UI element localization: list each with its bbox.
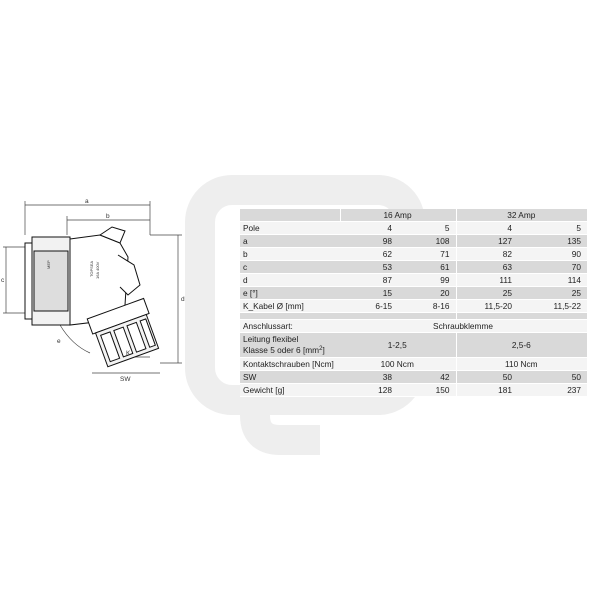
cell: 61 [398, 261, 456, 274]
header-16amp: 16 Amp [340, 209, 456, 222]
header-blank [240, 209, 340, 222]
cell: 128 [340, 384, 398, 397]
cell: 181 [456, 384, 518, 397]
cell: 42 [398, 371, 456, 384]
plug-text: MEP [46, 260, 51, 269]
cell: 114 [518, 274, 587, 287]
cell: 38 [340, 371, 398, 384]
cell: 90 [518, 248, 587, 261]
kontakt-16: 100 Ncm [340, 358, 456, 371]
leitung-16: 1-2,5 [340, 333, 456, 358]
row-label: d [240, 274, 340, 287]
dim-k-label: K [126, 350, 131, 357]
table-row [240, 222, 587, 235]
cell: 5 [398, 222, 456, 235]
cell: 135 [518, 235, 587, 248]
dim-d-label: d [181, 296, 185, 303]
leitung-line1: Leitung flexibel [243, 334, 299, 344]
cell: 150 [398, 384, 456, 397]
cell: 20 [398, 287, 456, 300]
kontakt-row [240, 358, 587, 371]
row-label: e [°] [240, 287, 340, 300]
dim-a-label: a [85, 198, 89, 205]
sw-row [240, 371, 587, 384]
anschluss-value: Schraubklemme [340, 320, 587, 333]
row-label: a [240, 235, 340, 248]
body-text-1: TOPSEA [89, 260, 94, 277]
kontakt-label: Kontaktschrauben [Ncm] [240, 358, 340, 371]
cell: 25 [518, 287, 587, 300]
leitung-32: 2,5-6 [456, 333, 587, 358]
table-row [240, 300, 587, 313]
amp-header-row [240, 209, 587, 222]
dim-sw-label: SW [120, 376, 131, 383]
table-row [240, 248, 587, 261]
cell: 108 [398, 235, 456, 248]
row-label: K_Kabel Ø [mm] [240, 300, 340, 313]
row-label: b [240, 248, 340, 261]
body-text-2: 16A 400V [95, 261, 100, 279]
dim-b-label: b [106, 213, 110, 220]
cell: 11,5-22 [518, 300, 587, 313]
table-row [240, 274, 587, 287]
gewicht-label: Gewicht [g] [240, 384, 340, 397]
leitung-sup: 2 [319, 346, 323, 352]
cell: 237 [518, 384, 587, 397]
cell: 6-15 [340, 300, 398, 313]
gewicht-row [240, 384, 587, 397]
cell: 25 [456, 287, 518, 300]
cell: 111 [456, 274, 518, 287]
cell: 5 [518, 222, 587, 235]
dim-e-label: e [57, 338, 61, 345]
cell: 11,5-20 [456, 300, 518, 313]
cell: 50 [456, 371, 518, 384]
table-row [240, 287, 587, 300]
cell: 82 [456, 248, 518, 261]
cell: 50 [518, 371, 587, 384]
cell: 4 [340, 222, 398, 235]
cell: 70 [518, 261, 587, 274]
leitung-line2: Klasse 5 oder 6 [mm [243, 345, 320, 355]
cell: 98 [340, 235, 398, 248]
cell: 8-16 [398, 300, 456, 313]
sw-label: SW [240, 371, 340, 384]
connector-technical-drawing [0, 195, 235, 385]
cell: 71 [398, 248, 456, 261]
cell: 99 [398, 274, 456, 287]
header-32amp: 32 Amp [456, 209, 587, 222]
spec-table [240, 209, 587, 397]
leitung-row [240, 333, 587, 358]
row-label: Pole [240, 222, 340, 235]
anschluss-row [240, 320, 587, 333]
table-row [240, 261, 587, 274]
cell: 53 [340, 261, 398, 274]
spacer-row [240, 313, 587, 320]
leitung-label [240, 333, 340, 358]
cell: 63 [456, 261, 518, 274]
row-label: c [240, 261, 340, 274]
cell: 4 [456, 222, 518, 235]
cell: 62 [340, 248, 398, 261]
cell: 127 [456, 235, 518, 248]
table-row [240, 235, 587, 248]
cell: 15 [340, 287, 398, 300]
anschluss-label: Anschlussart: [240, 320, 340, 333]
leitung-close: ] [322, 345, 325, 355]
kontakt-32: 110 Ncm [456, 358, 587, 371]
dim-c-label: c [1, 277, 5, 284]
cell: 87 [340, 274, 398, 287]
